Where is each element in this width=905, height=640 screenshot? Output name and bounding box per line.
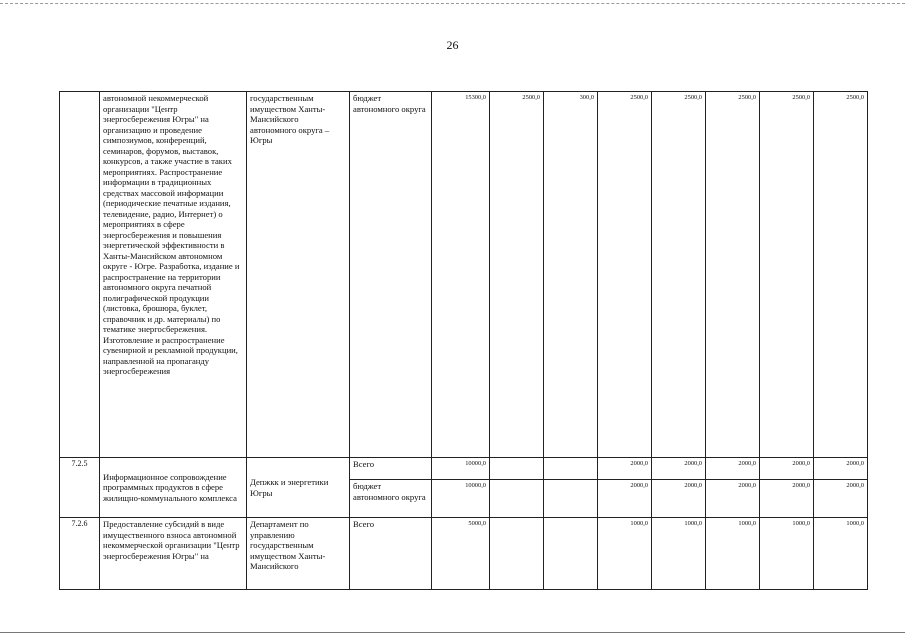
executor-name: Депжкк и энергетики Югры — [247, 458, 350, 518]
value-total: 15300,0 — [432, 92, 490, 458]
row-number — [60, 92, 100, 458]
row-number: 7.2.6 — [60, 518, 100, 590]
executor-name: государственным имуществом Ханты-Мансийского автономного округа – Югры — [247, 92, 350, 458]
row-number: 7.2.5 — [60, 458, 100, 518]
value-2017: 2000,0 — [652, 480, 706, 518]
funding-source: бюджет автономного округа — [350, 480, 432, 518]
value-2016: 1000,0 — [598, 518, 652, 590]
activity-description: автономной некоммерческой организации "Центр энергосбережения Югры" на организацию и проведение симпозиумов, конференций, семинаров, форумов, выставок, конкурсов, а также участие в таких мероприятиях. Распространение информации в традиционных средствах массовой информации (периодические печатные издания, телевидение, радио, Интернет) о мероприятиях в сфере энергосбережения и повышения энергетической эффективности в Ханты-Мансийском автономном округе - Югре. Разработка, издание и распространение на территории автономного округа печатной полиграфической продукции (листовка, брошюра, буклет, справочник и др. материалы) по тематике энергосбережения. Изготовление и распространение сувенирной и рекламной продукции, направленной на пропаганду энергосбережения — [100, 92, 247, 458]
value-2014 — [490, 458, 544, 480]
value-2017: 2500,0 — [652, 92, 706, 458]
value-2020: 2000,0 — [814, 458, 868, 480]
value-total: 10000,0 — [432, 458, 490, 480]
table-row-7-2-5-total — [60, 458, 868, 480]
value-2020: 2000,0 — [814, 480, 868, 518]
value-2018: 2000,0 — [706, 458, 760, 480]
value-2015: 300,0 — [544, 92, 598, 458]
page-number: 26 — [446, 38, 459, 52]
value-2015 — [544, 518, 598, 590]
value-2014 — [490, 518, 544, 590]
executor-name: Департамент по управлению государственным имуществом Ханты-Мансийского — [247, 518, 350, 590]
value-2015 — [544, 480, 598, 518]
value-2014 — [490, 480, 544, 518]
value-2017: 2000,0 — [652, 458, 706, 480]
activity-description: Информационное сопровождение программных продуктов в сфере жилищно-коммунального комплекса — [100, 458, 247, 518]
value-total: 5000,0 — [432, 518, 490, 590]
value-2015 — [544, 458, 598, 480]
value-2014: 2500,0 — [490, 92, 544, 458]
scan-edge-top — [0, 3, 905, 4]
activity-description: Предоставление субсидий в виде имущественного взноса автономной некоммерческой организации "Центр энергосбережения Югры" на — [100, 518, 247, 590]
value-2016: 2000,0 — [598, 480, 652, 518]
value-2019: 2000,0 — [760, 480, 814, 518]
scan-edge-bottom — [0, 632, 905, 633]
value-2018: 2000,0 — [706, 480, 760, 518]
funding-source: Всего — [350, 518, 432, 590]
value-2019: 2500,0 — [760, 92, 814, 458]
value-total: 10000,0 — [432, 480, 490, 518]
funding-source: Всего — [350, 458, 432, 480]
value-2017: 1000,0 — [652, 518, 706, 590]
table-row-7-2-6 — [60, 518, 868, 590]
value-2019: 1000,0 — [760, 518, 814, 590]
value-2016: 2000,0 — [598, 458, 652, 480]
value-2018: 2500,0 — [706, 92, 760, 458]
value-2020: 1000,0 — [814, 518, 868, 590]
value-2020: 2500,0 — [814, 92, 868, 458]
value-2016: 2500,0 — [598, 92, 652, 458]
value-2018: 1000,0 — [706, 518, 760, 590]
funding-source: бюджет автономного округа — [350, 92, 432, 458]
table-row-continued — [60, 92, 868, 458]
value-2019: 2000,0 — [760, 458, 814, 480]
program-activities-table — [59, 91, 868, 590]
